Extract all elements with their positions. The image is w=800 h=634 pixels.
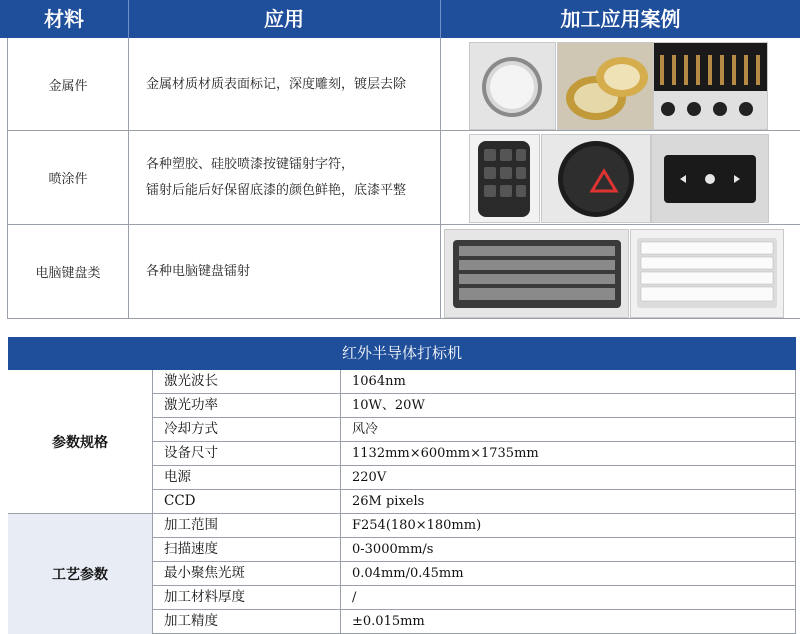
- spec-row: [152, 562, 796, 586]
- application-table-header: [0, 0, 800, 38]
- spec-table-title: 红外半导体打标机: [8, 337, 796, 370]
- spec-row: [152, 442, 796, 466]
- spec-value: 0.04mm/0.45mm: [352, 566, 464, 581]
- spec-row: [152, 610, 796, 633]
- spec-row: [152, 394, 796, 418]
- material-name: 电脑键盘类: [35, 266, 101, 281]
- application-description: 金属材质材质表面标记，深度雕刻，镀层去除: [146, 76, 407, 92]
- spec-value: 1064nm: [352, 374, 406, 389]
- group-label-specs: 参数规格: [8, 370, 152, 513]
- spec-row: [152, 586, 796, 610]
- spec-value: 10W、20W: [352, 398, 425, 413]
- application-description: 各种电脑键盘镭射: [146, 263, 251, 279]
- header-application: 应用: [264, 7, 304, 31]
- spec-key: CCD: [164, 493, 196, 509]
- spec-value: /: [352, 590, 357, 605]
- control-panel-photo: [651, 134, 769, 223]
- metal-pins-photo: [653, 42, 768, 130]
- header-cases: 加工应用案例: [560, 7, 681, 31]
- material-name: 金属件: [48, 79, 88, 94]
- group-label-process: 工艺参数: [8, 514, 152, 634]
- spec-value: 0-3000mm/s: [352, 542, 434, 557]
- gold-rings-photo: [557, 42, 654, 130]
- spec-value: 26M pixels: [352, 494, 425, 509]
- material-name: 喷涂件: [48, 172, 88, 187]
- spec-row: [152, 490, 796, 514]
- spec-key: 最小聚焦光斑: [164, 565, 245, 581]
- hazard-button-photo: [541, 134, 651, 223]
- header-material: 材料: [44, 7, 84, 31]
- keypad-photo: [469, 134, 540, 223]
- white-keyboard-photo: [630, 229, 784, 318]
- spec-key: 设备尺寸: [164, 445, 218, 461]
- spec-key: 加工范围: [164, 517, 218, 533]
- spec-key: 激光波长: [164, 373, 218, 389]
- spec-value: ±0.015mm: [352, 614, 425, 629]
- metal-ring-photo: [469, 42, 556, 130]
- spec-value: 220V: [352, 470, 387, 485]
- spec-row: [152, 418, 796, 442]
- spec-row: [152, 538, 796, 562]
- spec-key: 电源: [164, 469, 191, 485]
- spec-row: [152, 466, 796, 490]
- spec-key: 加工材料厚度: [164, 589, 245, 605]
- spec-value: F254(180×180mm): [352, 518, 482, 533]
- dark-keyboard-photo: [444, 229, 629, 318]
- spec-row: [152, 514, 796, 538]
- spec-value: 风冷: [352, 422, 379, 437]
- spec-key: 激光功率: [164, 397, 218, 413]
- spec-key: 加工精度: [164, 613, 218, 629]
- application-description: 各种塑胶、硅胶喷漆按键镭射字符， 镭射后能后好保留底漆的颜色鲜艳，底漆平整: [146, 156, 407, 198]
- spec-row: [152, 370, 796, 394]
- spec-key: 扫描速度: [164, 541, 218, 557]
- spec-key: 冷却方式: [164, 421, 218, 437]
- spec-value: 1132mm×600mm×1735mm: [352, 446, 539, 461]
